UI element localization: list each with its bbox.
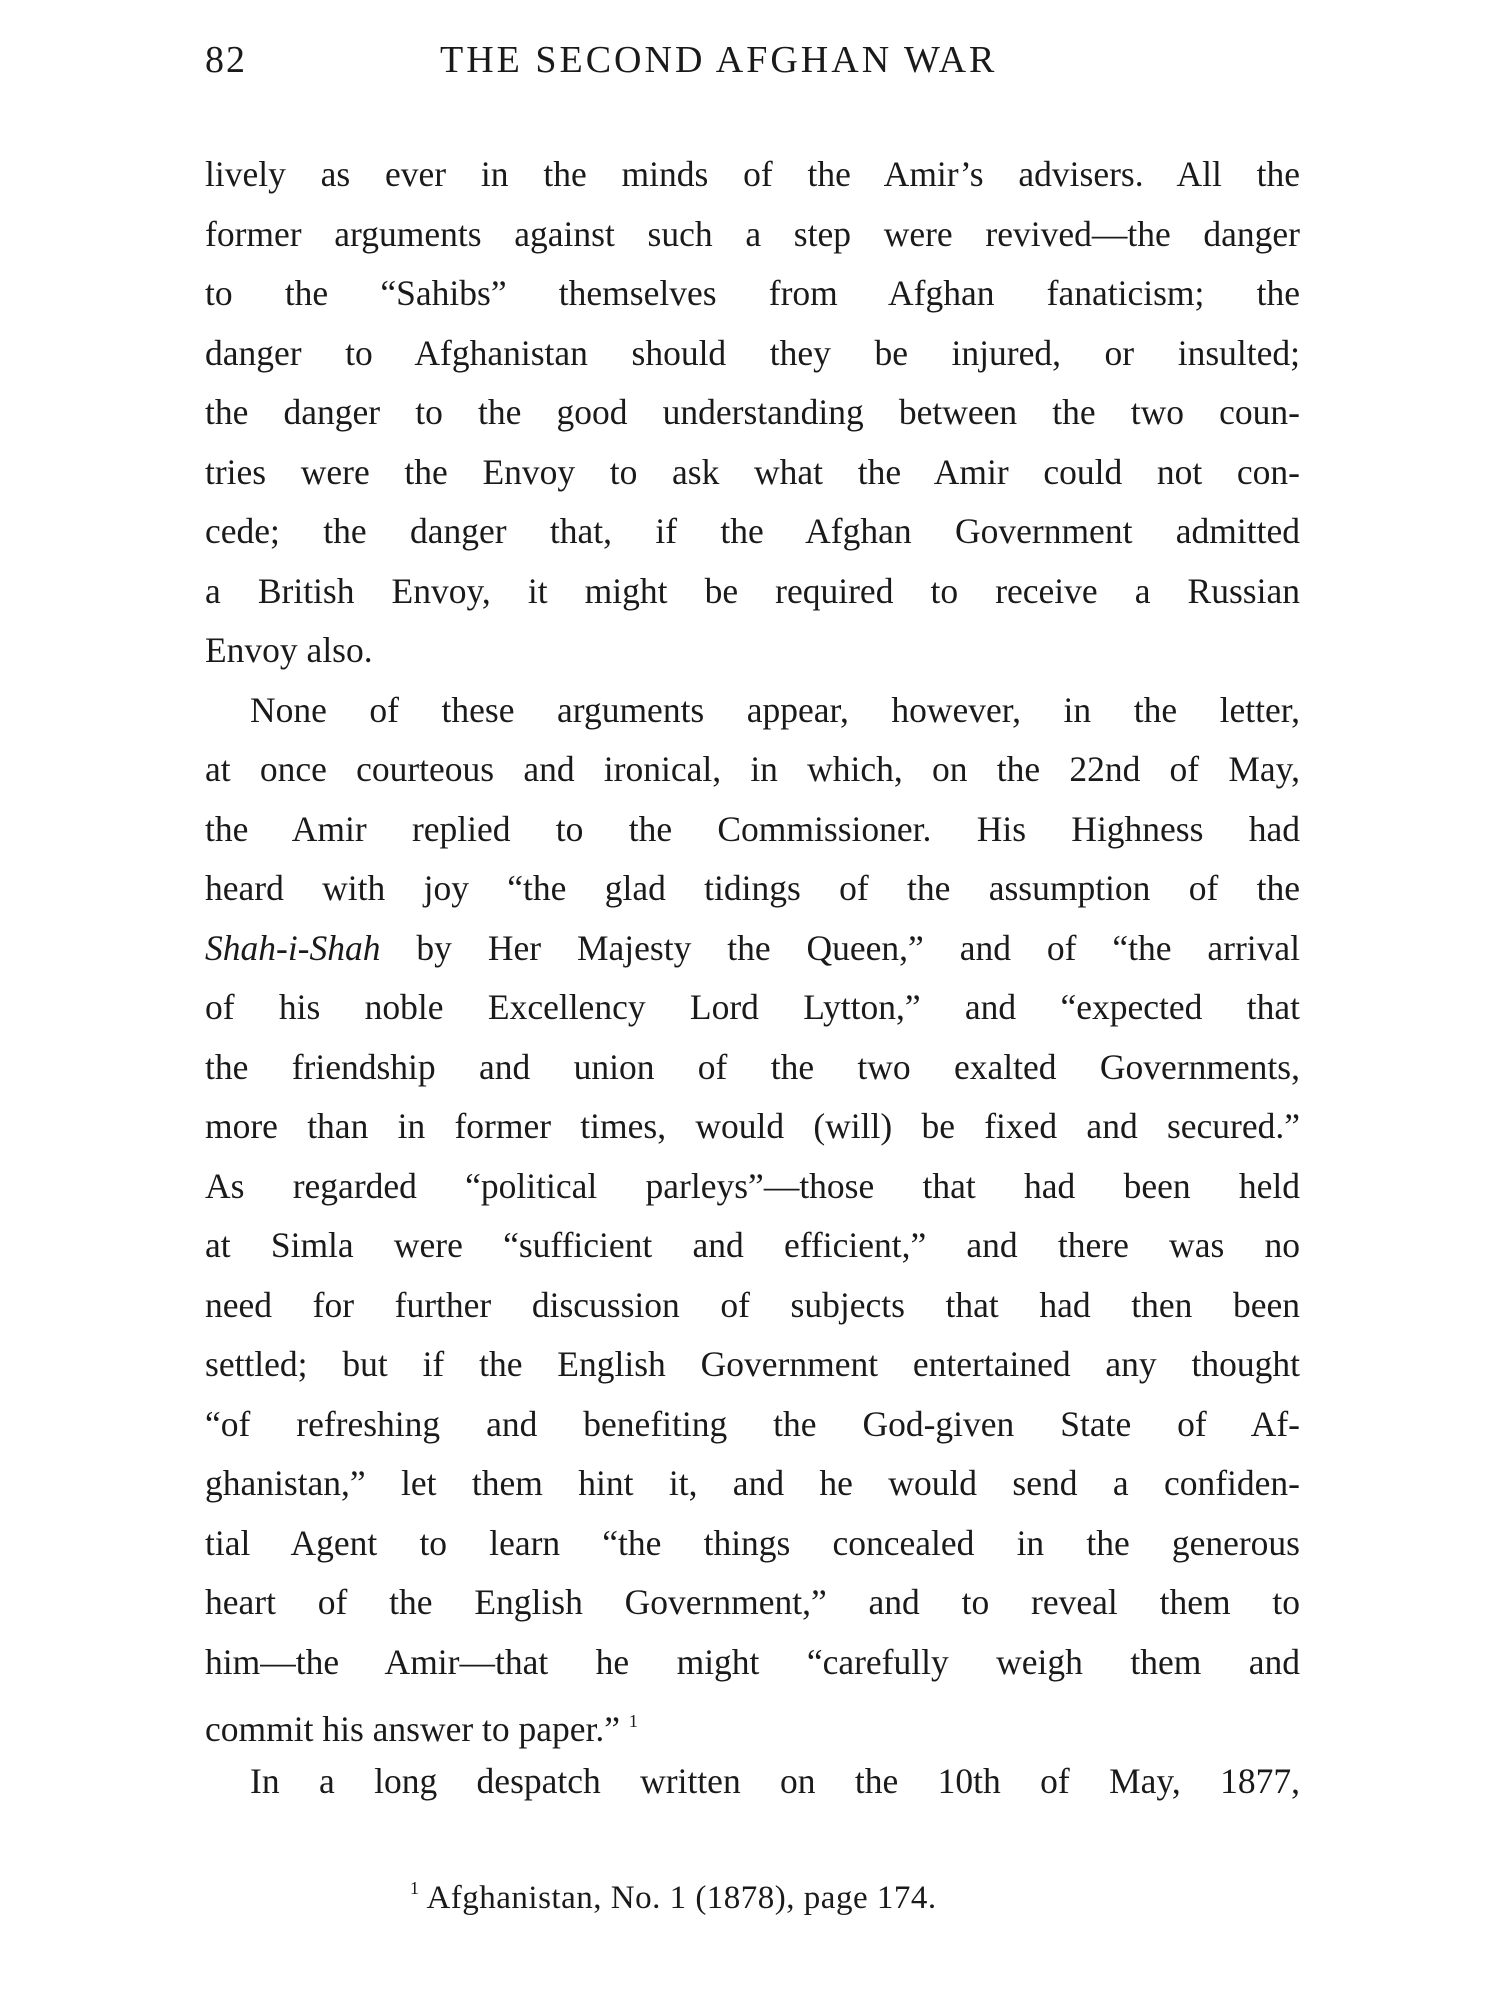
footnote-marker: 1 (410, 1878, 420, 1898)
text-line: “of refreshing and benefiting the God-given State of Af- (205, 1403, 1300, 1444)
text-line: the friendship and union of the two exalted Governments, (205, 1046, 1300, 1087)
text-line: danger to Afghanistan should they be injured, or insulted; (205, 332, 1300, 373)
footnote-text: Afghanistan, No. 1 (1878), page 174. (426, 1880, 937, 1916)
text-line: ghanistan,” let them hint it, and he would send a confiden- (205, 1463, 1300, 1503)
text-line: heard with joy “the glad tidings of the assumption of the (205, 868, 1300, 908)
paragraph-start-line: None of these arguments appear, however, in the letter, (250, 689, 1300, 730)
text-line-with-italic (205, 919, 1300, 979)
text-line: cede; the danger that, if the Afghan Government admitted (205, 511, 1300, 551)
text-line: more than in former times, would (will) be fixed and secured.” (205, 1106, 1300, 1146)
paragraph-start-line: In a long despatch written on the 10th of May, 1877, (250, 1760, 1300, 1801)
text-line: at once courteous and ironical, in which, on the 22nd of May, (205, 749, 1300, 789)
text-line: heart of the English Government,” and to reveal them to (205, 1582, 1300, 1622)
footnote-reference: 1 (628, 1711, 638, 1731)
text-line-with-footnote-ref (205, 1692, 1300, 1752)
text-line: the Amir replied to the Commissioner. His Highness had (205, 808, 1300, 849)
text-line: at Simla were “sufficient and efficient,” and there was no (205, 1225, 1300, 1265)
footnote (410, 1878, 937, 1917)
text-run: by Her Majesty the Queen,” and of “the arrival (380, 927, 1300, 968)
text-line: Envoy also. (205, 630, 373, 670)
text-line: a British Envoy, it might be required to receive a Russian (205, 570, 1300, 611)
page-number: 82 (205, 39, 247, 81)
text-line: of his noble Excellency Lord Lytton,” and “expected that (205, 987, 1300, 1027)
page-header (205, 38, 1300, 94)
text-line: need for further discussion of subjects that had then been (205, 1284, 1300, 1325)
italic-term: Shah-i-Shah (205, 927, 381, 968)
text-line: former arguments against such a step were revived—the danger (205, 213, 1300, 254)
text-line: the danger to the good understanding between the two coun- (205, 392, 1300, 432)
body-text (205, 145, 1300, 1811)
running-head: THE SECOND AFGHAN WAR (440, 39, 998, 81)
text-line: As regarded “political parleys”—those that had been held (205, 1165, 1300, 1206)
text-line: settled; but if the English Government entertained any thought (205, 1344, 1300, 1384)
text-line: lively as ever in the minds of the Amir’s advisers. All the (205, 154, 1300, 194)
text-line: him—the Amir—that he might “carefully weigh them and (205, 1641, 1300, 1682)
text-line: tial Agent to learn “the things concealed in the generous (205, 1522, 1300, 1563)
text-run: commit his answer to paper.” (205, 1709, 621, 1749)
text-line: to the “Sahibs” themselves from Afghan fanaticism; the (205, 273, 1300, 313)
text-line: tries were the Envoy to ask what the Amir could not con- (205, 451, 1300, 492)
